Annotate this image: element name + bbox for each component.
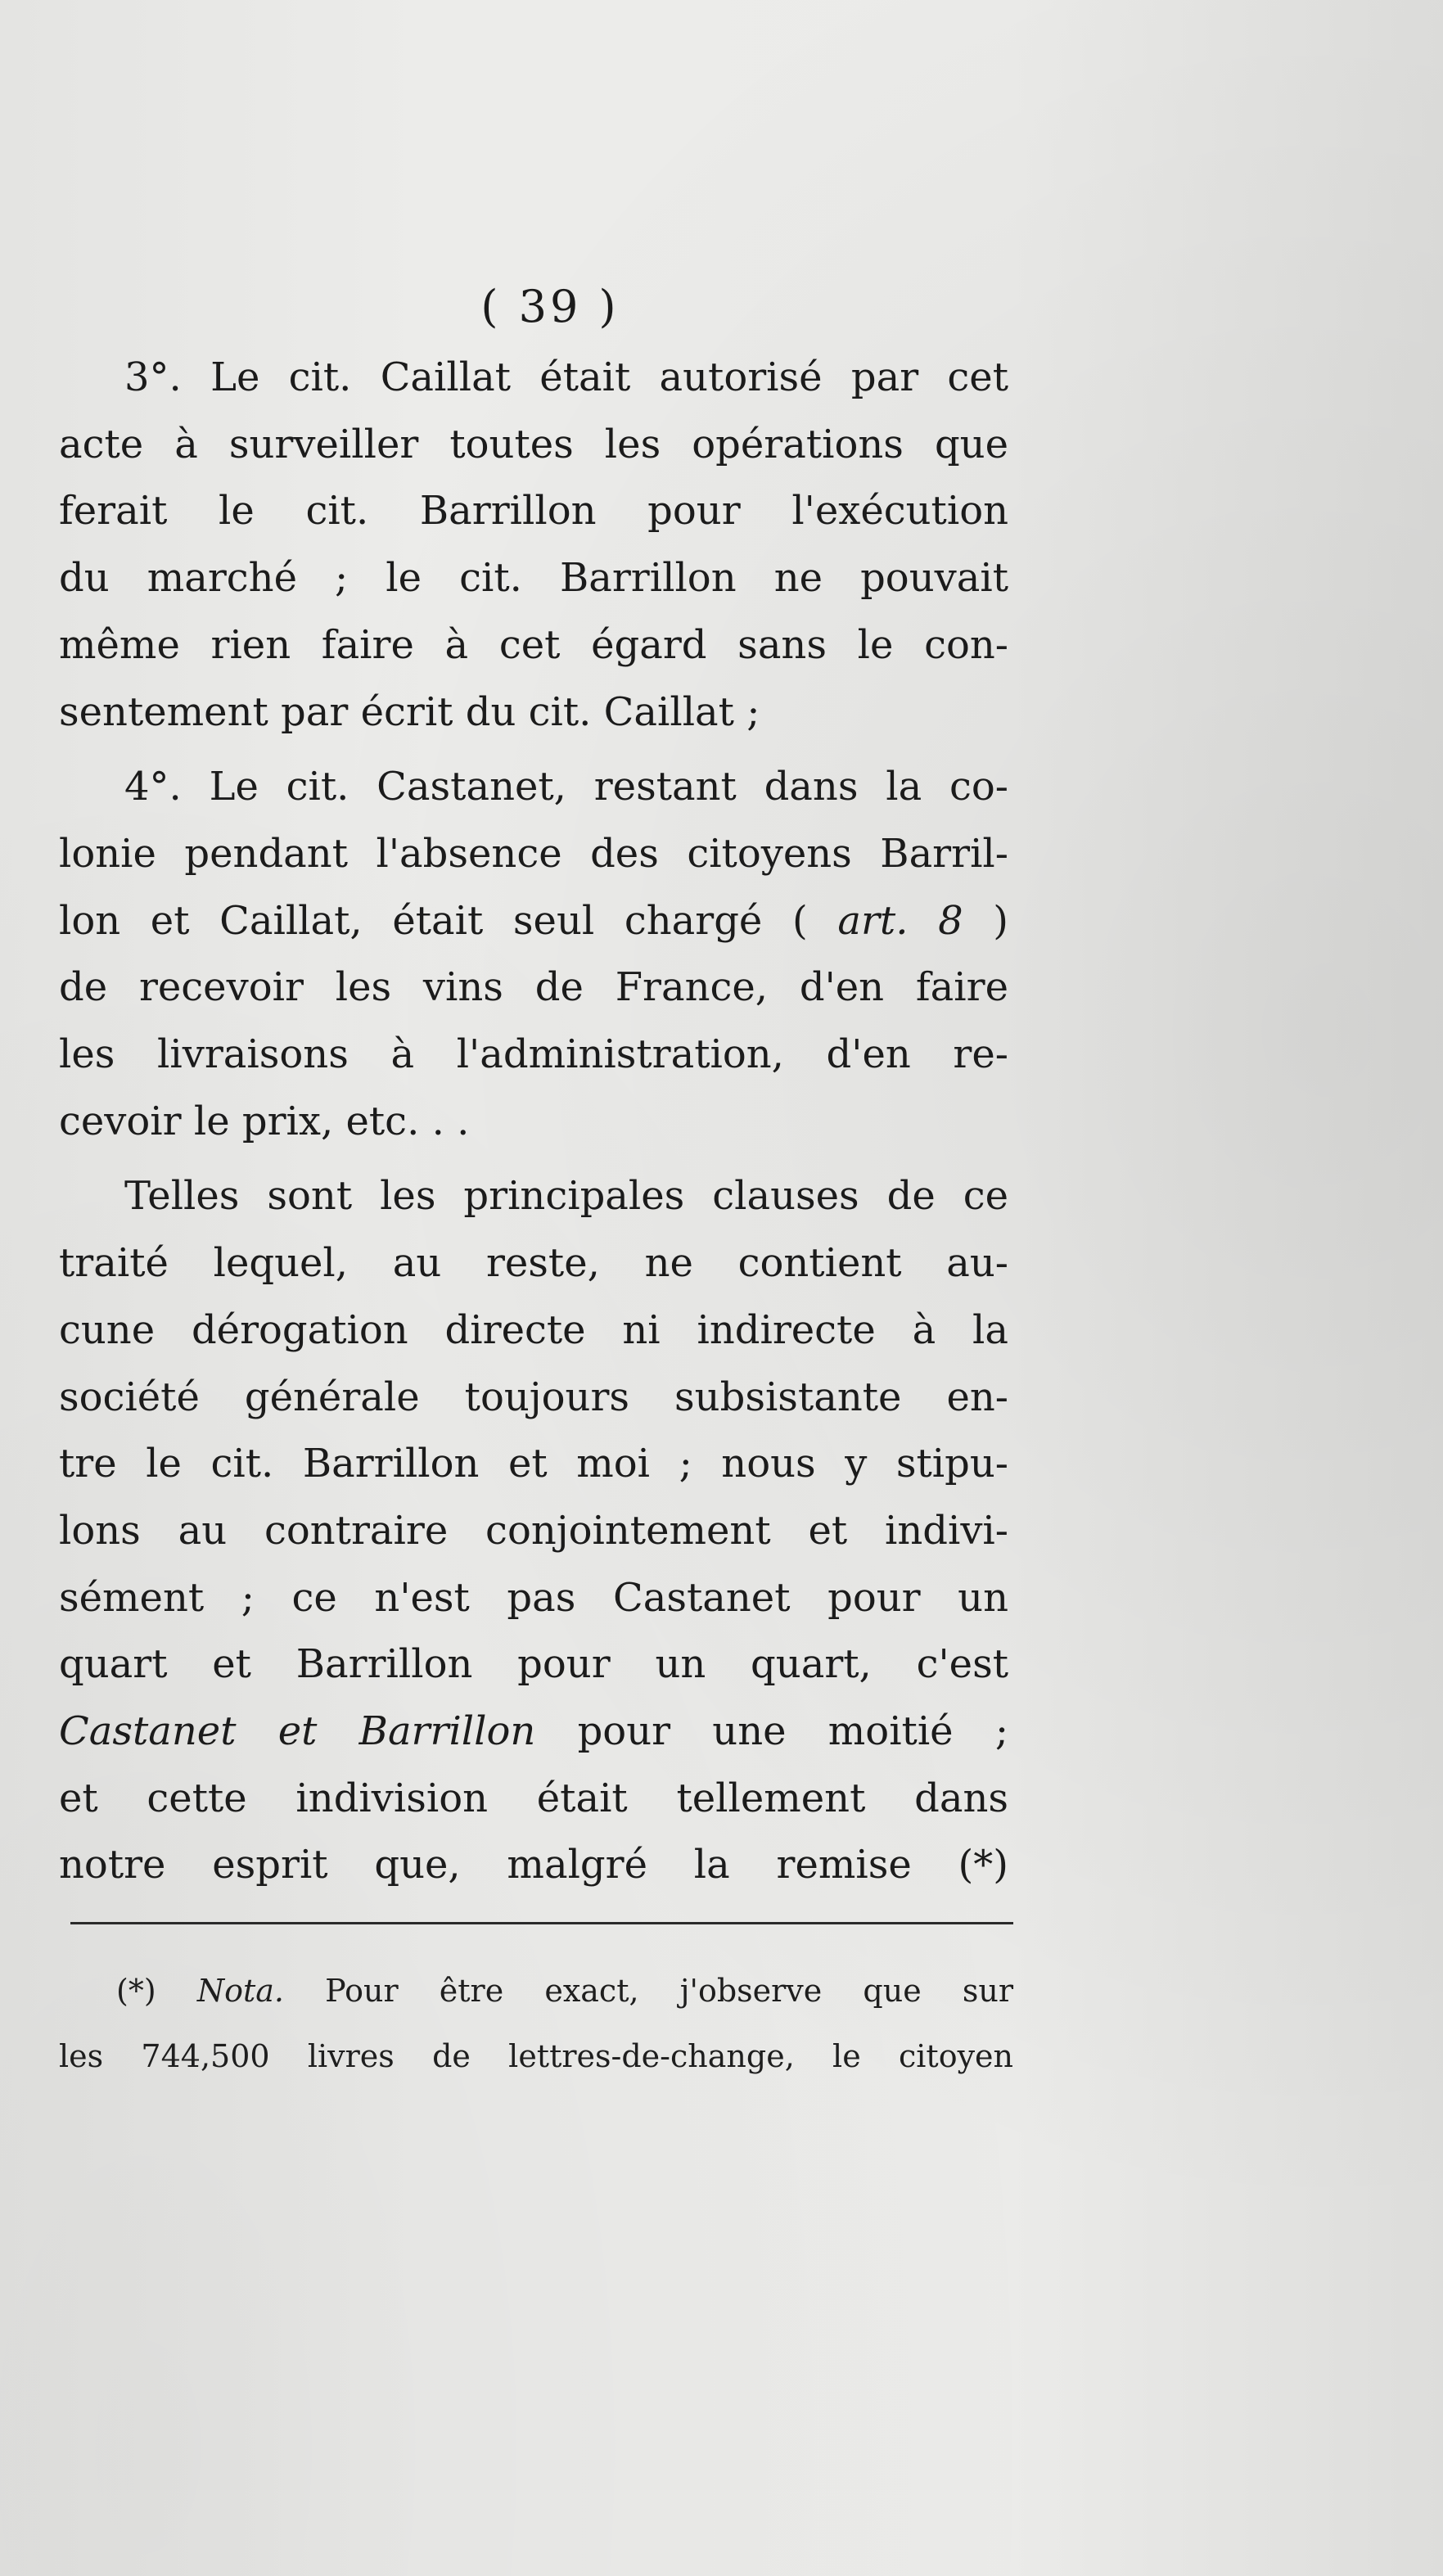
paragraph-4 <box>59 754 1008 1155</box>
text-line: quart et Barrillon pour un quart, c'est <box>59 1641 1008 1688</box>
text-line: sément ; ce n'est pas Castanet pour un <box>59 1574 1008 1621</box>
text-line: acte à surveiller toutes les opérations que <box>59 421 1008 467</box>
footnote <box>59 1958 1013 2089</box>
text-line: du marché ; le cit. Barrillon ne pouvait <box>59 555 1008 602</box>
text-line: les livraisons à l'administration, d'en re- <box>59 1031 1008 1078</box>
text-line: Telles sont les principales clauses de ce <box>124 1173 1008 1220</box>
text-line: 4°. Le cit. Castanet, restant dans la co- <box>124 764 1008 810</box>
text-line: 3°. Le cit. Caillat était autorisé par cet <box>124 354 1008 400</box>
article-reference: art. 8 <box>837 897 963 944</box>
text-line: traité lequel, au reste, ne contient au- <box>59 1240 1008 1287</box>
text-line: notre esprit que, malgré la remise (*) <box>59 1842 1008 1888</box>
text-line: lons au contraire conjointement et indivi- <box>59 1507 1008 1554</box>
text-line <box>59 1699 1008 1766</box>
paragraph-clauses <box>59 1163 1008 1899</box>
text-line: de recevoir les vins de France, d'en faire <box>59 964 1008 1011</box>
text-fragment: ) <box>993 897 1008 944</box>
text-line: société générale toujours subsistante en- <box>59 1374 1008 1420</box>
text-line: cune dérogation directe ni indirecte à la <box>59 1306 1008 1353</box>
paragraph-3 <box>59 345 1008 746</box>
text-line: tre le cit. Barrillon et moi ; nous y stipu- <box>59 1441 1008 1487</box>
page-body <box>59 274 1008 1899</box>
footnote-text: Pour être exact, j'observe que sur <box>325 1973 1013 2009</box>
page-number: ( 39 ) <box>480 281 620 332</box>
text-fragment: pour une moitié ; <box>577 1708 1008 1755</box>
footnote-label: Nota. <box>196 1973 284 2009</box>
text-line: et cette indivision était tellement dans <box>59 1775 1008 1821</box>
text-line: sentement par écrit du cit. Caillat ; <box>59 688 760 735</box>
text-line: lonie pendant l'absence des citoyens Barril- <box>59 830 1008 877</box>
italic-names: Castanet et Barrillon <box>59 1708 536 1755</box>
footnote-line <box>59 1958 1013 2023</box>
text-line: cevoir le prix, etc. . . <box>59 1098 470 1144</box>
footnote-marker: (*) <box>116 1973 156 2009</box>
text-line: même rien faire à cet égard sans le con- <box>59 621 1008 668</box>
footnote-line: les 744,500 livres de lettres-de-change, le citoyen <box>59 2038 1013 2074</box>
text-line: ferait le cit. Barrillon pour l'exécution <box>59 488 1008 535</box>
text-fragment: lon et Caillat, était seul chargé ( <box>59 897 808 944</box>
text-line <box>59 888 1008 955</box>
footnote-rule <box>70 1922 1013 1924</box>
